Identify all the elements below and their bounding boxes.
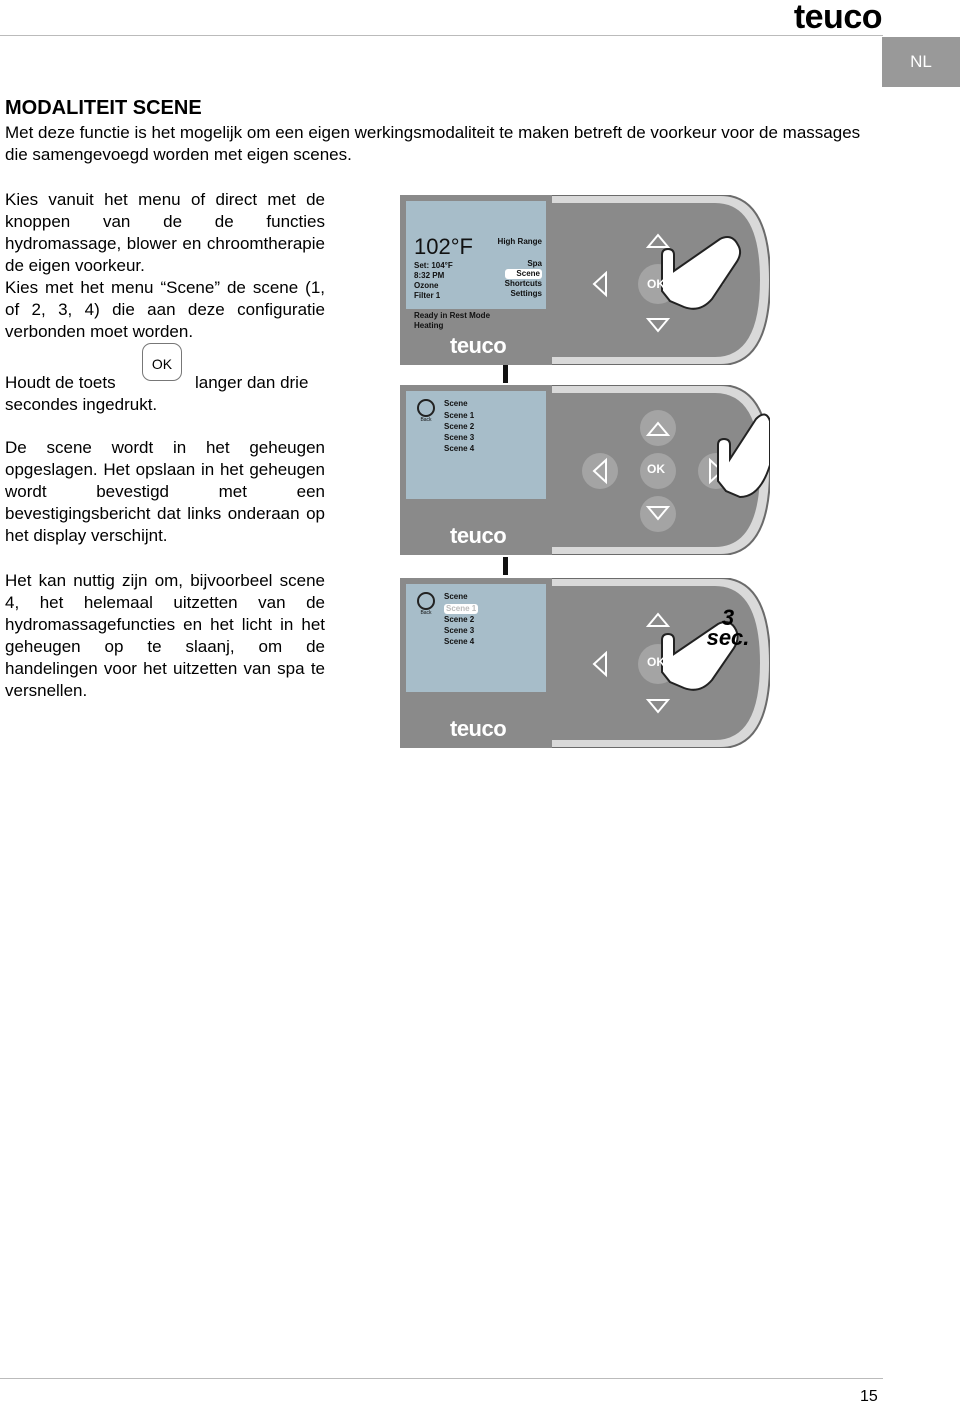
clock: 8:32 PM <box>414 271 445 280</box>
display-screen <box>406 201 546 330</box>
scene-item-1[interactable]: Scene 1 <box>444 411 475 420</box>
panel-logo: teuco <box>450 333 507 358</box>
section-title: MODALITEIT SCENE <box>5 97 202 119</box>
step-3-text-a: Houdt de toets <box>5 373 116 392</box>
display-screen <box>406 391 546 499</box>
scene-item-2[interactable]: Scene 2 <box>444 422 475 431</box>
menu-item-spa[interactable]: Spa <box>527 259 542 268</box>
scene-item-1-selected[interactable]: Scene 1 <box>446 604 477 613</box>
step-3-text-c: secondes ingedrukt. <box>5 395 158 414</box>
filter-status: Filter 1 <box>414 291 441 300</box>
back-icon <box>417 399 435 417</box>
scene-item-3[interactable]: Scene 3 <box>444 433 475 442</box>
panel-connector <box>503 557 508 575</box>
back-label: Back <box>420 417 432 423</box>
scene-list <box>444 592 478 647</box>
back-button[interactable] <box>414 399 438 423</box>
control-panel-scene-list <box>400 385 770 555</box>
step-paragraph-4: De scene wordt in het geheugen opgeslagen. Het opslaan in het geheugen wordt bevestigd met een bevestigingsbericht dat links onderaan op het display verschijnt. <box>5 438 325 545</box>
step-paragraph-1: Kies vanuit het menu of direct met de knoppen van de de functies hydromassage, blower en chroomtherapie de eigen voorkeur. <box>5 190 325 275</box>
rest-mode-status: Ready in Rest Mode <box>414 311 491 320</box>
scene-list-title: Scene <box>444 399 468 408</box>
heating-status: Heating <box>414 321 444 330</box>
page-number: 15 <box>860 1388 878 1405</box>
footer-rule <box>0 1378 883 1379</box>
control-panel-main-menu <box>400 195 770 365</box>
scene-item-4[interactable]: Scene 4 <box>444 637 475 646</box>
back-label: Back <box>420 610 432 616</box>
scene-list <box>444 399 474 454</box>
ok-button[interactable]: OK <box>647 655 665 669</box>
main-menu <box>505 259 542 299</box>
back-icon <box>417 592 435 610</box>
hold-duration-unit: sec. <box>706 625 750 650</box>
header-rule <box>0 35 883 36</box>
step-paragraph-2: Kies met het menu “Scene” de scene (1, of 2, 3, 4) die aan deze configuratie verbonden moet worden. <box>5 278 325 341</box>
ok-button[interactable]: OK <box>647 462 665 476</box>
brand-logo: teuco <box>793 0 882 36</box>
scene-list-title: Scene <box>444 592 468 601</box>
menu-item-scene[interactable]: Scene <box>505 269 542 279</box>
language-tab: NL <box>882 37 960 87</box>
step-3-text-b: langer dan drie <box>195 373 309 392</box>
panel-logo: teuco <box>450 523 507 548</box>
menu-item-settings[interactable]: Settings <box>510 289 542 298</box>
scene-item-4[interactable]: Scene 4 <box>444 444 475 453</box>
scene-item-3[interactable]: Scene 3 <box>444 626 475 635</box>
panel-connector <box>503 365 508 383</box>
display-screen <box>406 584 546 692</box>
menu-item-shortcuts[interactable]: Shortcuts <box>504 279 542 288</box>
range-indicator: High Range <box>497 237 542 246</box>
set-temp: Set: 104°F <box>414 261 453 270</box>
temperature: 102°F <box>414 234 473 259</box>
ok-button[interactable]: OK <box>647 277 665 291</box>
panel-logo: teuco <box>450 716 507 741</box>
scene-item-2[interactable]: Scene 2 <box>444 615 475 624</box>
back-button[interactable] <box>414 592 438 616</box>
ok-key-icon: OK <box>142 343 182 381</box>
ozone-status: Ozone <box>414 281 439 290</box>
section-intro: Met deze functie is het mogelijk om een eigen werkingsmodaliteit te maken betreft de voorkeur voor de massages die samengevoegd worden met eigen scenes. <box>5 123 861 164</box>
hold-duration-value: 3 <box>721 605 735 630</box>
step-paragraph-5: Het kan nuttig zijn om, bijvoorbeel scene 4, het helemaal uitzetten van de hydromassagefuncties en het licht in het geheugen op te slaanj, om de handelingen voor het uitzetten van spa te versnellen. <box>5 571 325 700</box>
hold-duration-label <box>700 605 756 650</box>
control-panel-hold-ok <box>400 578 770 748</box>
